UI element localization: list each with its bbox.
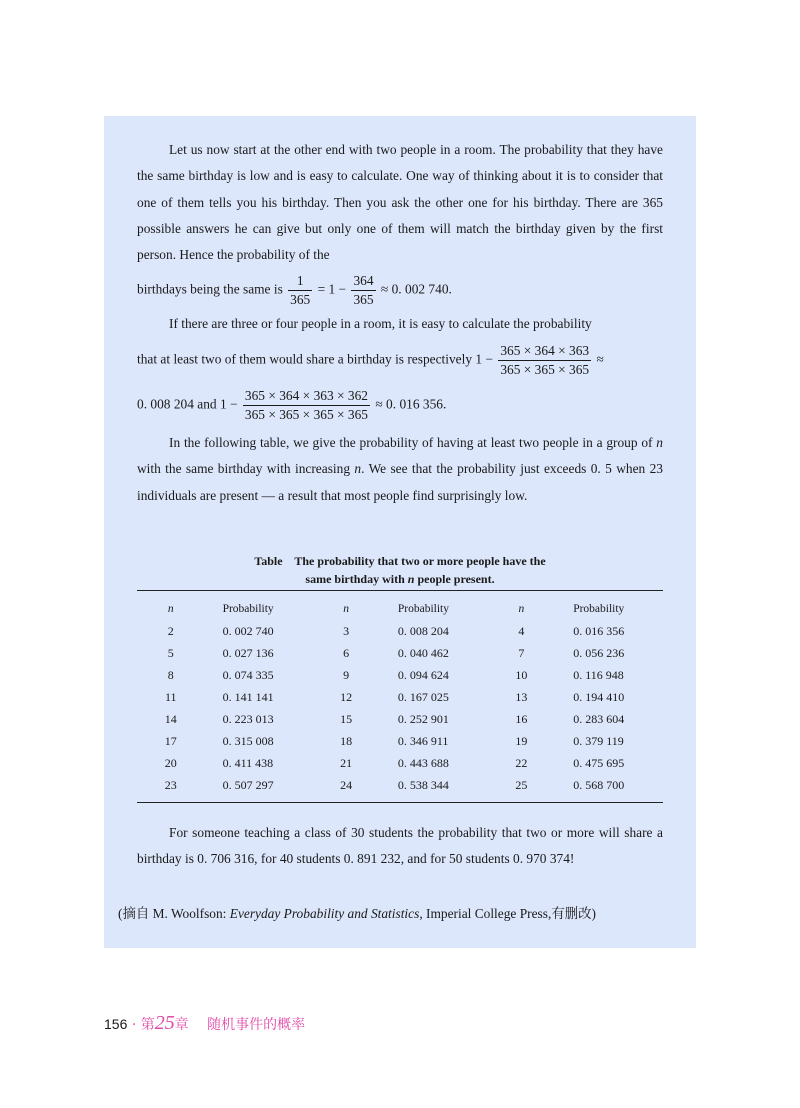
cell-probability: 0. 167 025 bbox=[397, 689, 449, 704]
footer-dot: · bbox=[131, 1017, 137, 1033]
cell-probability: 0. 116 948 bbox=[573, 667, 624, 682]
probability-table bbox=[137, 598, 663, 796]
paragraph-two-people: Let us now start at the other end with two people in a room. The probability that they have the same birthday is low and is easy to calculate. One way of thinking about it is to consider that one of them tells you his birthday. Then you ask the other one for his birthday. There are 365 possible answers he can give but only one of them will match the birthday given by the first person. Hence the probability of the bbox=[137, 142, 663, 263]
table-row bbox=[137, 642, 663, 664]
table-row bbox=[137, 730, 663, 752]
formula-result: ≈ 0. 002 740. bbox=[380, 281, 452, 297]
cell-n: 3 bbox=[343, 623, 350, 638]
cell-probability: 0. 283 604 bbox=[573, 711, 625, 726]
table-top-rule bbox=[137, 590, 663, 591]
table-header-row: n Probability n Probability n Probability bbox=[167, 603, 625, 615]
cell-probability: 0. 027 136 bbox=[222, 645, 274, 660]
cell-probability: 0. 002 740 bbox=[222, 623, 274, 638]
cell-probability: 0. 094 624 bbox=[397, 667, 449, 682]
table-caption: Table The probability that two or more people have the same birthday with n people present. bbox=[254, 554, 546, 586]
cell-probability: 0. 475 695 bbox=[573, 755, 625, 770]
fraction-four-people: $\frac{365 \times 364 \times 363 \times 362}{365 \times 365 \times 365 \times 365}$ bbox=[244, 388, 368, 422]
table-row bbox=[137, 664, 663, 686]
cell-n: 13 bbox=[515, 689, 528, 704]
formula-three-people bbox=[137, 342, 663, 379]
page-footer bbox=[104, 1012, 305, 1035]
cell-probability: 0. 040 462 bbox=[397, 645, 449, 660]
chapter-number: 25 bbox=[154, 1012, 175, 1034]
page-number: 156 bbox=[104, 1016, 128, 1032]
cell-n: 4 bbox=[518, 623, 525, 638]
fraction-364-over-365: $\frac{364}{365}$ bbox=[353, 273, 374, 307]
table-row bbox=[137, 620, 663, 642]
cell-probability: 0. 443 688 bbox=[397, 755, 449, 770]
cell-probability: 0. 194 410 bbox=[573, 689, 625, 704]
table-bottom-rule bbox=[137, 802, 663, 803]
cell-n: 9 bbox=[343, 667, 350, 682]
cell-probability: 0. 411 438 bbox=[222, 755, 274, 770]
cell-n: 11 bbox=[165, 689, 177, 704]
cell-probability: 0. 379 119 bbox=[573, 733, 624, 748]
formula-three-lead: that at least two of them would share a birthday is respectively 1 − bbox=[137, 351, 493, 367]
source-citation: (摘自 M. Woolfson: Everyday Probability and Statistics, Imperial College Press,有删改) bbox=[118, 906, 596, 921]
cell-probability: 0. 346 911 bbox=[397, 733, 449, 748]
approx-sign: ≈ bbox=[596, 351, 604, 367]
cell-n: 17 bbox=[164, 733, 177, 748]
paragraph-class-sizes: For someone teaching a class of 30 students the probability that two or more will share a birthday is 0. 706 316, for 40 students 0. 891 232, and for 50 students 0. 970 374! bbox=[137, 825, 663, 867]
formula-lead: birthdays being the same is bbox=[137, 281, 283, 297]
cell-probability: 0. 141 141 bbox=[222, 689, 274, 704]
chapter-prefix: 第 bbox=[140, 1017, 155, 1033]
cell-n: 23 bbox=[164, 777, 177, 792]
cell-probability: 0. 016 356 bbox=[573, 623, 625, 638]
paragraph-three-four-line1: If there are three or four people in a room, it is easy to calculate the probability bbox=[169, 316, 592, 331]
table-row bbox=[137, 752, 663, 774]
cell-probability: 0. 223 013 bbox=[222, 711, 274, 726]
cell-n: 7 bbox=[518, 645, 525, 660]
table-row bbox=[137, 774, 663, 796]
cell-probability: 0. 008 204 bbox=[397, 623, 449, 638]
formula-two-people bbox=[137, 272, 663, 309]
cell-n: 10 bbox=[515, 667, 528, 682]
formula-four-people bbox=[137, 387, 663, 424]
table-row bbox=[137, 686, 663, 708]
table-row bbox=[137, 708, 663, 730]
cell-n: 15 bbox=[340, 711, 353, 726]
cell-n: 6 bbox=[343, 645, 350, 660]
chapter-title: 随机事件的概率 bbox=[207, 1017, 306, 1033]
cell-probability: 0. 315 008 bbox=[222, 733, 274, 748]
cell-n: 12 bbox=[340, 689, 353, 704]
paragraph-table-intro: In the following table, we give the probability of having at least two people in a group of n with the same birthday with increasing n. We see that the probability just exceeds 0. 5 when 23 individuals are present — a result that most people find surprisingly low. bbox=[137, 435, 663, 503]
formula-four-result: ≈ 0. 016 356. bbox=[375, 396, 447, 412]
chapter-suffix: 章 bbox=[174, 1017, 189, 1033]
cell-probability: 0. 074 335 bbox=[222, 667, 274, 682]
cell-n: 8 bbox=[167, 667, 174, 682]
cell-probability: 0. 568 700 bbox=[573, 777, 625, 792]
cell-n: 19 bbox=[515, 733, 528, 748]
cell-n: 18 bbox=[340, 733, 353, 748]
cell-n: 16 bbox=[515, 711, 528, 726]
formula-four-lead: 0. 008 204 and 1 − bbox=[137, 396, 238, 412]
cell-probability: 0. 507 297 bbox=[222, 777, 274, 792]
cell-probability: 0. 056 236 bbox=[573, 645, 625, 660]
cell-n: 21 bbox=[340, 755, 353, 770]
cell-n: 20 bbox=[164, 755, 177, 770]
cell-n: 14 bbox=[164, 711, 177, 726]
fraction-1-over-365: $\frac{1}{365}$ bbox=[290, 273, 311, 307]
formula-mid: = 1 − bbox=[317, 281, 347, 297]
cell-n: 5 bbox=[167, 645, 174, 660]
cell-probability: 0. 252 901 bbox=[397, 711, 449, 726]
cell-n: 2 bbox=[167, 623, 174, 638]
fraction-three-people: $\frac{365 \times 364 \times 363}{365 \times 365 \times 365}$ bbox=[500, 343, 590, 377]
cell-probability: 0. 538 344 bbox=[397, 777, 449, 792]
cell-n: 24 bbox=[340, 777, 353, 792]
cell-n: 22 bbox=[515, 755, 528, 770]
cell-n: 25 bbox=[515, 777, 528, 792]
